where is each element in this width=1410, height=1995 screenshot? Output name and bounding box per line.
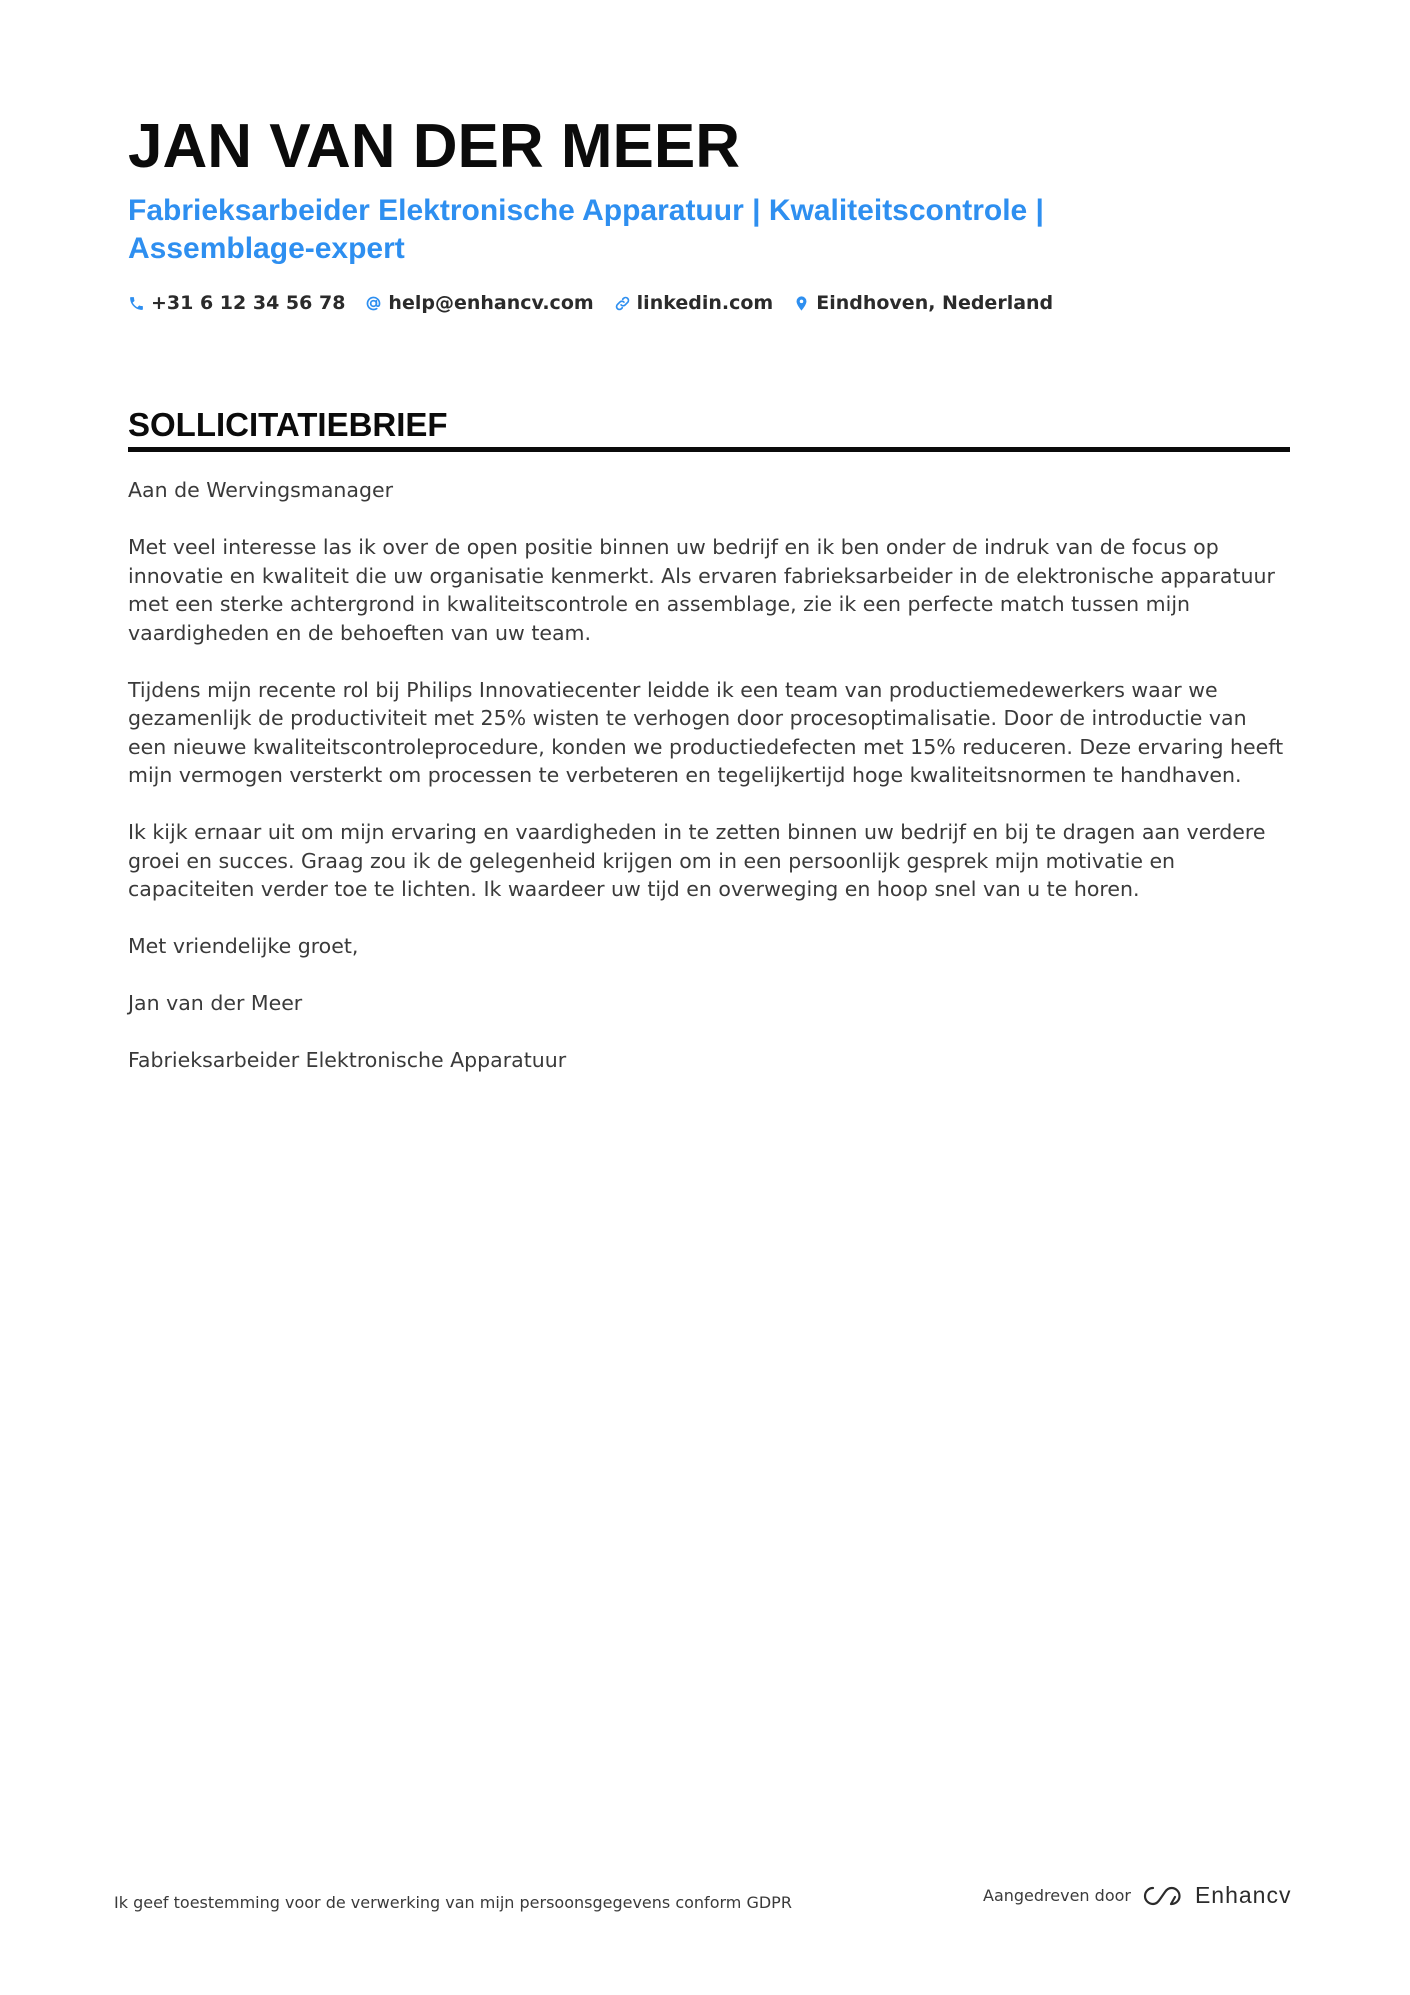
candidate-name: JAN VAN DER MEER xyxy=(128,112,741,181)
link-icon xyxy=(614,295,631,312)
section-title: SOLLICITATIEBRIEF xyxy=(128,405,1290,452)
contact-email[interactable] xyxy=(365,292,593,314)
powered-by xyxy=(983,1882,1291,1909)
contact-linkedin-text: linkedin.com xyxy=(636,292,774,314)
gdpr-consent: Ik geef toestemming voor de verwerking van mijn persoonsgegevens conform GDPR xyxy=(114,1893,792,1912)
enhancv-brand[interactable] xyxy=(1141,1882,1292,1909)
location-pin-icon xyxy=(793,295,810,312)
letter-signature-name: Jan van der Meer xyxy=(128,991,303,1015)
enhancv-brand-text: Enhancv xyxy=(1194,1882,1292,1908)
contact-location-text: Eindhoven, Nederland xyxy=(816,292,1054,314)
contact-bar xyxy=(128,292,1053,314)
letter-paragraph: Met veel interesse las ik over de open positie binnen uw bedrijf en ik ben onder de indruk van de focus op innovatie en kwaliteit die uw organisatie kenmerkt. Als ervaren fabrieksarbeider in de elektronische apparatuur met een sterke achtergrond in kwaliteitscontrole en assemblage, zie ik een perfecte match tussen mijn vaardigheden en de behoeften van uw team. xyxy=(128,535,1275,645)
phone-icon xyxy=(128,295,145,312)
contact-linkedin[interactable] xyxy=(614,292,774,314)
letter-signature-title: Fabrieksarbeider Elektronische Apparatuur xyxy=(128,1048,567,1072)
letter-paragraph: Tijdens mijn recente rol bij Philips Innovatiecenter leidde ik een team van productiemedewerkers waar we gezamenlijk de productiviteit met 25% wisten te verhogen door procesoptimalisatie. Door de introductie van een nieuwe kwaliteitscontroleprocedure, konden we productiedefecten met 15% reduceren. Deze ervaring heeft mijn vermogen versterkt om processen te verbeteren en tegelijkertijd hoge kwaliteitsnormen te handhaven. xyxy=(128,677,1284,787)
at-icon xyxy=(365,295,382,312)
contact-location xyxy=(793,292,1053,314)
contact-phone-text: +31 6 12 34 56 78 xyxy=(151,292,346,314)
powered-by-label: Aangedreven door xyxy=(983,1886,1131,1905)
letter-closing: Met vriendelijke groet, xyxy=(128,934,359,958)
letter-body xyxy=(128,476,1290,1103)
candidate-headline: Fabrieksarbeider Elektronische Apparatuur | Kwaliteitscontrole | Assemblage-expert xyxy=(128,194,1044,265)
letter-salutation: Aan de Wervingsmanager xyxy=(128,478,393,502)
contact-phone[interactable] xyxy=(128,292,345,314)
letter-paragraph: Ik kijk ernaar uit om mijn ervaring en vaardigheden in te zetten binnen uw bedrijf en bij te dragen aan verdere groei en succes. Graag zou ik de gelegenheid krijgen om in een persoonlijk gesprek mijn motivatie en capaciteiten verder toe te lichten. Ik waardeer uw tijd en overweging en hoop snel van u te horen. xyxy=(128,820,1266,901)
contact-email-text: help@enhancv.com xyxy=(388,292,594,314)
enhancv-logo-icon xyxy=(1141,1884,1187,1908)
